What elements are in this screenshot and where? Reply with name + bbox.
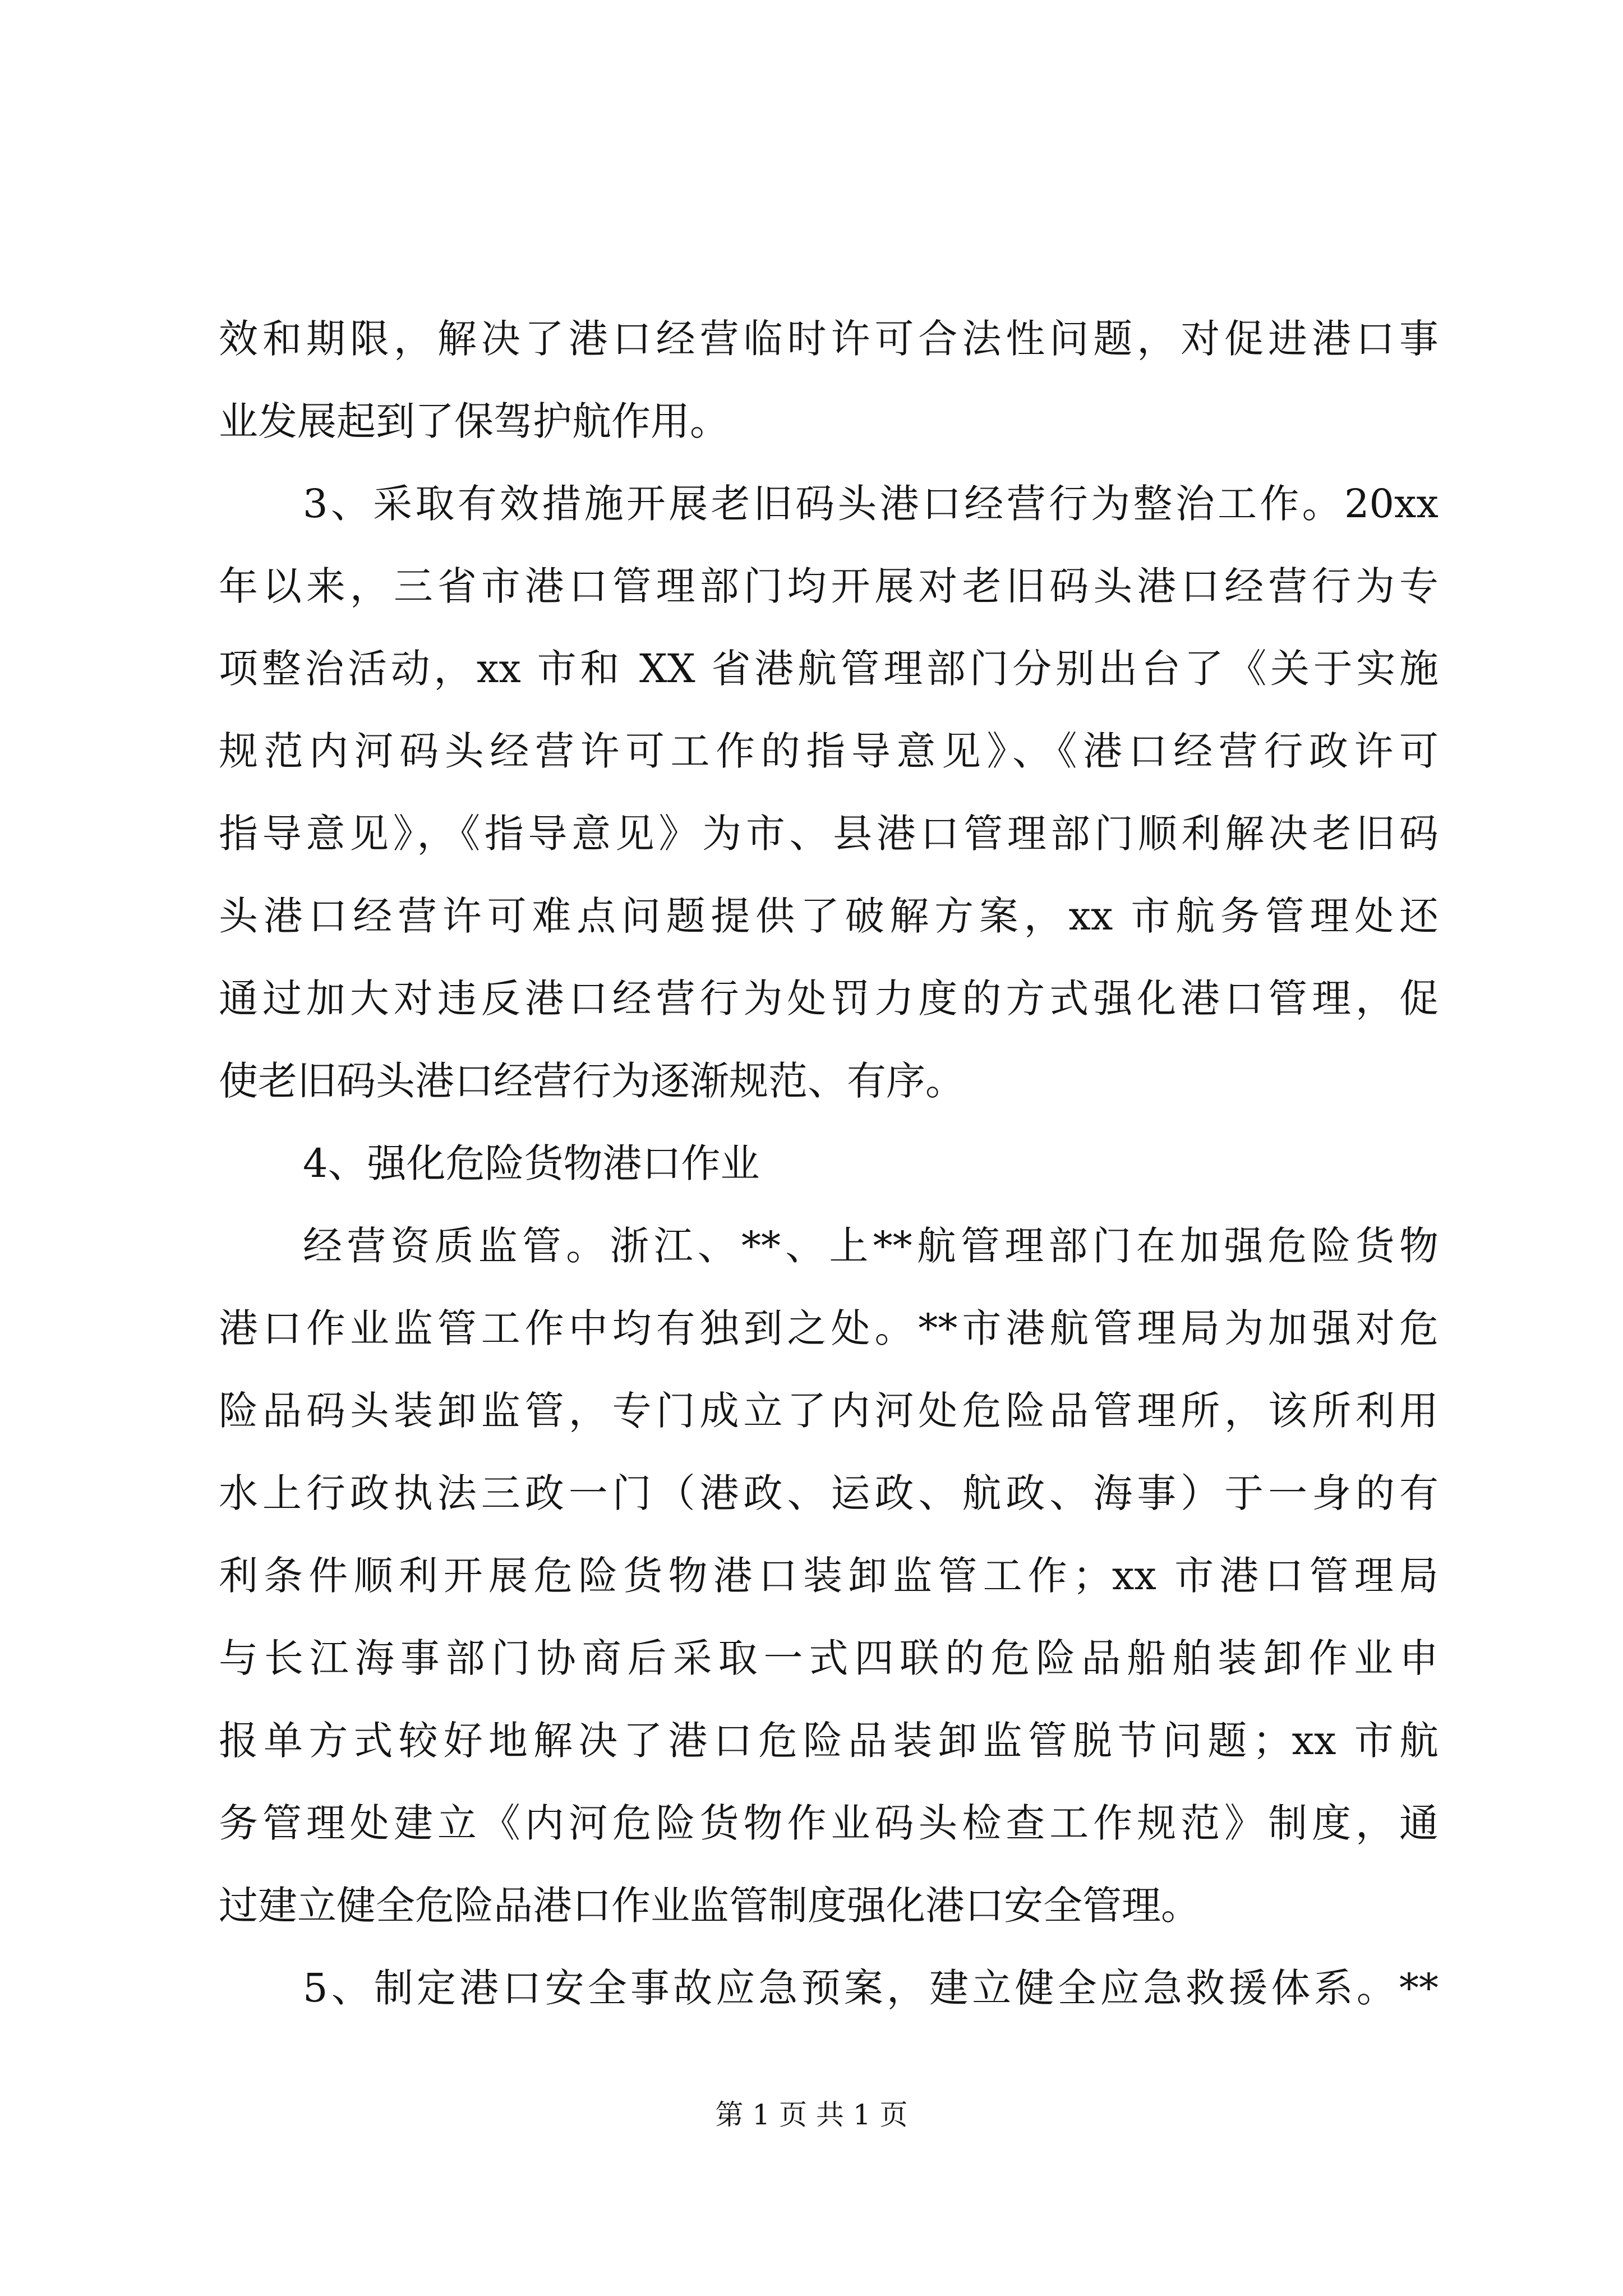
paragraph-start-line: 3、采取有效措施开展老旧码头港口经营行为整治工作。20xx xyxy=(303,481,1438,527)
text-line: 水上行政执法三政一门（港政、运政、航政、海事）于一身的有 xyxy=(219,1470,1438,1516)
page-footer: 第 1 页 共 1 页 xyxy=(715,2099,908,2131)
document-body xyxy=(219,298,1438,2030)
text-line: 指导意见》，《指导意见》为市、县港口管理部门顺利解决老旧码 xyxy=(219,811,1438,857)
section-heading-line: 4、强化危险货物港口作业 xyxy=(303,1140,760,1186)
text-line: 与长江海事部门协商后采取一式四联的危险品船舶装卸作业申 xyxy=(219,1635,1438,1681)
text-line: 过建立健全危险品港口作业监管制度强化港口安全管理。 xyxy=(219,1883,1200,1929)
text-line: 险品码头装卸监管，专门成立了内河处危险品管理所，该所利用 xyxy=(219,1388,1438,1434)
text-line: 务管理处建立《内河危险货物作业码头检查工作规范》制度，通 xyxy=(219,1800,1438,1846)
paragraph-start-line: 经营资质监管。浙江、**、上**航管理部门在加强危险货物 xyxy=(303,1223,1438,1269)
text-line: 通过加大对违反港口经营行为处罚力度的方式强化港口管理，促 xyxy=(219,976,1438,1022)
text-line: 报单方式较好地解决了港口危险品装卸监管脱节问题；xx 市航 xyxy=(219,1718,1438,1764)
text-line: 项整治活动，xx 市和 XX 省港航管理部门分别出台了《关于实施 xyxy=(219,646,1438,692)
text-line: 头港口经营许可难点问题提供了破解方案，xx 市航务管理处还 xyxy=(219,893,1438,939)
text-line: 规范内河码头经营许可工作的指导意见》、《港口经营行政许可 xyxy=(219,728,1438,774)
text-line: 年以来，三省市港口管理部门均开展对老旧码头港口经营行为专 xyxy=(219,563,1438,609)
text-line: 业发展起到了保驾护航作用。 xyxy=(219,398,729,444)
paragraph-start-line: 5、制定港口安全事故应急预案，建立健全应急救援体系。** xyxy=(303,1965,1438,2011)
text-line: 效和期限，解决了港口经营临时许可合法性问题，对促进港口事 xyxy=(219,316,1438,362)
text-line: 港口作业监管工作中均有独到之处。**市港航管理局为加强对危 xyxy=(219,1305,1438,1351)
text-line: 利条件顺利开展危险货物港口装卸监管工作；xx 市港口管理局 xyxy=(219,1553,1438,1599)
text-line: 使老旧码头港口经营行为逐渐规范、有序。 xyxy=(219,1058,965,1104)
